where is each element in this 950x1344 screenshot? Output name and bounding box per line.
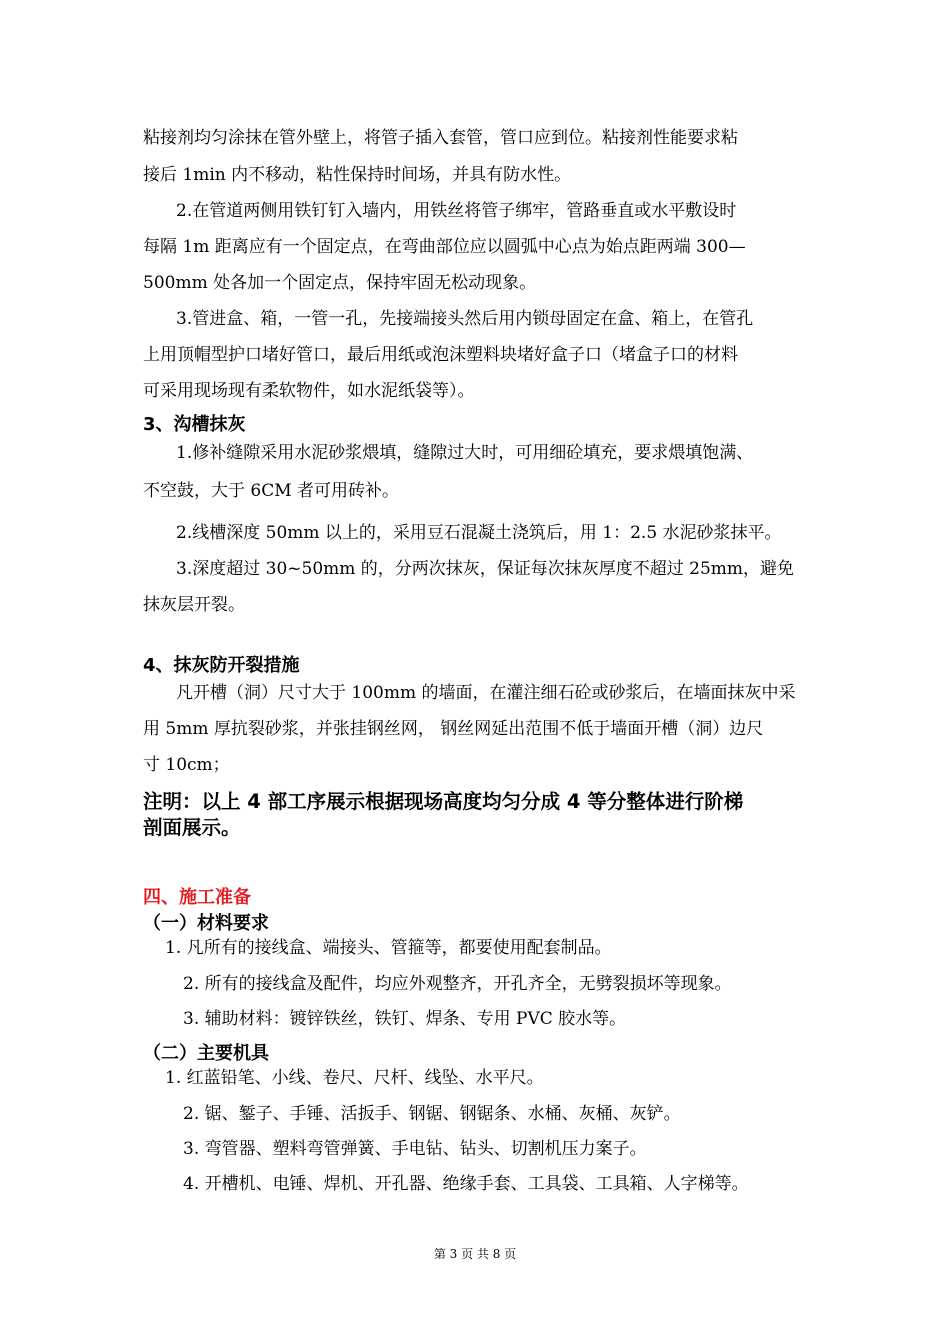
section-heading: 4、抹灰防开裂措施 — [143, 655, 300, 676]
subsection-heading: （一）材料要求 — [143, 913, 269, 934]
paragraph-line: 1.修补缝隙采用水泥砂浆煨填，缝隙过大时，可用细砼填充，要求煨填饱满、 — [176, 443, 754, 463]
list-item: 4. 开槽机、电锤、焊机、开孔器、绝缘手套、工具袋、工具箱、人字梯等。 — [183, 1174, 749, 1194]
paragraph-line: 2.线槽深度 50mm 以上的，采用豆石混凝土浇筑后，用 1：2.5 水泥砂浆抹平。 — [176, 523, 782, 543]
note-line: 注明：以上 4 部工序展示根据现场高度均匀分成 4 等分整体进行阶梯 — [143, 790, 744, 813]
paragraph-line: 500mm 处各加一个固定点，保持牢固无松动现象。 — [143, 273, 537, 293]
page-number: 第 3 页 共 8 页 — [433, 1247, 517, 1261]
paragraph-line: 用 5mm 厚抗裂砂浆，并张挂钢丝网， 钢丝网延出范围不低于墙面开槽（洞）边尺 — [143, 719, 764, 739]
list-item: 2. 锯、錾子、手锤、活扳手、钢锯、钢锯条、水桶、灰桶、灰铲。 — [183, 1104, 681, 1124]
paragraph-line: 3.管进盒、箱，一管一孔，先接端接头然后用内锁母固定在盒、箱上，在管孔 — [176, 309, 754, 329]
paragraph-line: 上用顶帽型护口堵好管口，最后用纸或泡沫塑料块堵好盒子口（堵盒子口的材料 — [143, 345, 738, 365]
list-item: 3. 辅助材料：镀锌铁丝，铁钉、焊条、专用 PVC 胶水等。 — [183, 1009, 627, 1029]
list-item: 1. 凡所有的接线盒、端接头、管箍等，都要使用配套制品。 — [165, 938, 612, 958]
note-line: 剖面展示。 — [143, 816, 241, 839]
paragraph-line: 粘接剂均匀涂抹在管外壁上，将管子插入套管，管口应到位。粘接剂性能要求粘 — [143, 128, 738, 148]
paragraph-line: 可采用现场现有柔软物件，如水泥纸袋等）。 — [143, 381, 475, 401]
list-item: 2. 所有的接线盒及配件，均应外观整齐，开孔齐全，无劈裂损坏等现象。 — [183, 974, 732, 994]
paragraph-line: 接后 1min 内不移动，粘性保持时间场，并具有防水性。 — [143, 165, 572, 185]
paragraph-line: 2.在管道两侧用铁钉钉入墙内，用铁丝将管子绑牢，管路垂直或水平敷设时 — [176, 201, 737, 221]
subsection-heading: （二）主要机具 — [143, 1043, 269, 1064]
paragraph-line: 寸 10cm； — [143, 755, 230, 775]
list-item: 1. 红蓝铅笔、小线、卷尺、尺杆、线坠、水平尺。 — [165, 1068, 544, 1088]
chapter-heading: 四、施工准备 — [143, 887, 251, 908]
list-item: 3. 弯管器、塑料弯管弹簧、手电钻、钻头、切割机压力案子。 — [183, 1139, 647, 1159]
paragraph-line: 抹灰层开裂。 — [143, 595, 245, 615]
paragraph-line: 3.深度超过 30~50mm 的，分两次抹灰，保证每次抹灰厚度不超过 25mm，避免 — [176, 559, 795, 579]
paragraph-line: 每隔 1m 距离应有一个固定点，在弯曲部位应以圆弧中心点为始点距两端 300— — [143, 237, 746, 257]
paragraph-line: 凡开槽（洞）尺寸大于 100mm 的墙面，在灌注细石砼或砂浆后，在墙面抹灰中采 — [176, 683, 796, 703]
section-heading: 3、沟槽抹灰 — [143, 414, 246, 435]
paragraph-line: 不空鼓，大于 6CM 者可用砖补。 — [143, 481, 400, 501]
